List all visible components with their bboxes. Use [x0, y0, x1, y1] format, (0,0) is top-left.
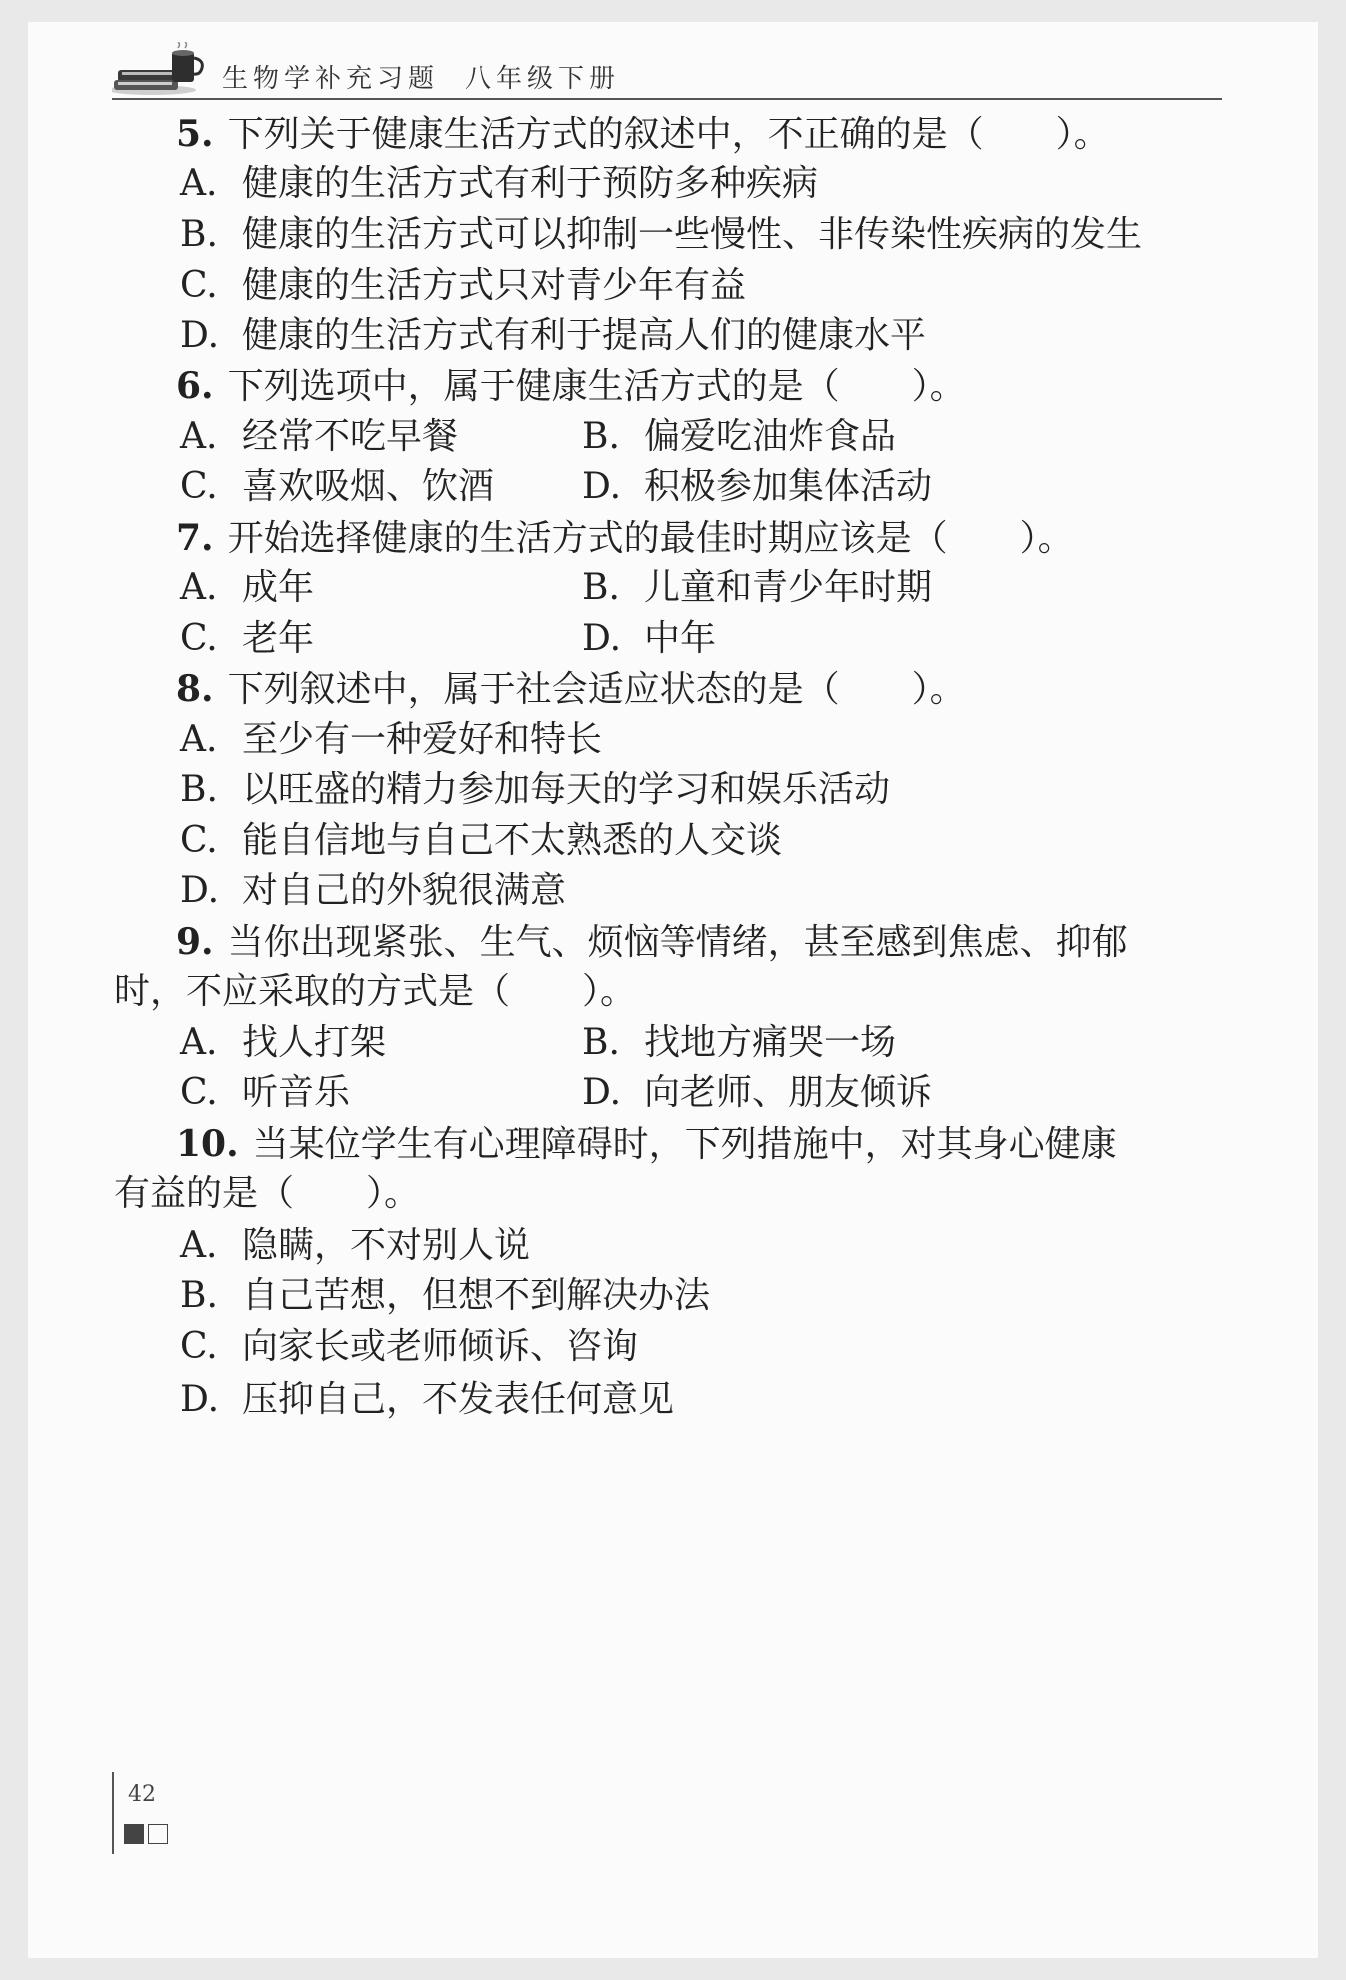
- option-text: 以旺盛的精力参加每天的学习和娱乐活动: [242, 769, 891, 810]
- question-6-option-d[interactable]: [582, 465, 932, 509]
- option-letter: A.: [180, 1022, 218, 1063]
- option-text: 老年: [242, 618, 315, 659]
- question-10-option-a[interactable]: [180, 1224, 530, 1268]
- option-letter: D.: [582, 618, 622, 659]
- question-8-option-d[interactable]: [180, 869, 566, 913]
- header-title: [222, 58, 620, 95]
- option-text: 至少有一种爱好和特长: [242, 719, 603, 760]
- option-letter: A.: [180, 416, 218, 457]
- option-text: 儿童和青少年时期: [644, 567, 933, 608]
- question-number: 10.: [176, 1123, 239, 1165]
- question-6-stem: [176, 364, 966, 409]
- question-7-option-b[interactable]: [582, 566, 932, 610]
- option-text: 健康的生活方式只对青少年有益: [242, 265, 747, 306]
- question-number: 6.: [176, 365, 214, 407]
- option-letter: C.: [180, 820, 218, 861]
- option-text: 向老师、朋友倾诉: [644, 1072, 933, 1113]
- option-text: 隐瞒，不对别人说: [242, 1225, 531, 1266]
- option-letter: C.: [180, 618, 218, 659]
- option-text: 成年: [242, 567, 315, 608]
- books-and-cup-icon: [112, 42, 204, 96]
- option-text: 听音乐: [242, 1072, 351, 1113]
- question-10-stem-line-1: [176, 1122, 1117, 1167]
- question-8-option-a[interactable]: [180, 718, 602, 762]
- book-title: 生物学补充习题: [222, 64, 440, 94]
- question-8-stem: [176, 667, 966, 712]
- question-5-stem: [176, 112, 1110, 157]
- empty-square-icon: [148, 1824, 168, 1844]
- option-text: 偏爱吃油炸食品: [644, 416, 897, 457]
- question-9-stem-line-1: [176, 920, 1128, 965]
- question-7-option-d[interactable]: [582, 617, 716, 661]
- option-letter: D.: [582, 466, 622, 507]
- question-5-option-a[interactable]: [180, 162, 818, 206]
- option-letter: D.: [180, 870, 220, 911]
- option-letter: B.: [180, 1275, 218, 1316]
- question-5-option-c[interactable]: [180, 264, 746, 308]
- option-letter: C.: [180, 265, 218, 306]
- question-9-option-a[interactable]: [180, 1021, 386, 1065]
- option-letter: C.: [180, 1326, 218, 1367]
- question-10-option-d[interactable]: [180, 1378, 674, 1422]
- question-text: 开始选择健康的生活方式的最佳时期应该是（ ）。: [227, 518, 1074, 559]
- option-letter: D.: [180, 1379, 220, 1420]
- option-text: 健康的生活方式可以抑制一些慢性、非传染性疾病的发生: [242, 214, 1143, 255]
- option-text: 向家长或老师倾诉、咨询: [242, 1326, 639, 1367]
- question-5-option-d[interactable]: [180, 314, 926, 358]
- option-letter: D.: [180, 315, 220, 356]
- question-9-option-d[interactable]: [582, 1071, 932, 1115]
- option-text: 健康的生活方式有利于预防多种疾病: [242, 163, 819, 204]
- option-text: 健康的生活方式有利于提高人们的健康水平: [242, 315, 927, 356]
- question-text: 下列叙述中，属于社会适应状态的是（ ）。: [227, 669, 966, 710]
- option-text: 经常不吃早餐: [242, 416, 459, 457]
- question-text: 时，不应采取的方式是（ ）。: [114, 971, 637, 1012]
- option-text: 中年: [644, 618, 717, 659]
- question-6-option-a[interactable]: [180, 415, 458, 459]
- page-header: [112, 22, 1220, 102]
- option-letter: B.: [582, 1022, 620, 1063]
- option-text: 对自己的外貌很满意: [242, 870, 567, 911]
- grade-label: 八年级下册: [465, 64, 621, 94]
- question-6-option-c[interactable]: [180, 465, 494, 509]
- option-text: 压抑自己，不发表任何意见: [242, 1379, 675, 1420]
- question-9-stem-line-2: [114, 970, 636, 1014]
- question-text: 当某位学生有心理障碍时，下列措施中，对其身心健康: [252, 1124, 1117, 1165]
- filled-square-icon: [124, 1824, 144, 1844]
- option-letter: A.: [180, 1225, 218, 1266]
- question-text: 有益的是（ ）。: [114, 1173, 421, 1214]
- question-9-option-b[interactable]: [582, 1021, 896, 1065]
- option-letter: C.: [180, 466, 218, 507]
- option-letter: B.: [582, 567, 620, 608]
- option-text: 积极参加集体活动: [644, 466, 933, 507]
- option-text: 找人打架: [242, 1022, 387, 1063]
- question-10-stem-line-2: [114, 1172, 420, 1216]
- question-7-option-a[interactable]: [180, 566, 314, 610]
- question-5-option-b[interactable]: [180, 213, 1142, 257]
- question-text: 下列关于健康生活方式的叙述中，不正确的是（ ）。: [227, 114, 1110, 155]
- question-7-option-c[interactable]: [180, 617, 314, 661]
- footer-divider: [112, 1772, 114, 1854]
- question-number: 7.: [176, 517, 214, 559]
- option-letter: B.: [180, 214, 218, 255]
- question-10-option-b[interactable]: [180, 1274, 710, 1318]
- question-number: 9.: [176, 921, 214, 963]
- question-6-option-b[interactable]: [582, 415, 896, 459]
- page-number: 42: [128, 1782, 156, 1807]
- question-7-stem: [176, 516, 1074, 561]
- option-text: 喜欢吸烟、饮酒: [242, 466, 495, 507]
- question-text: 下列选项中，属于健康生活方式的是（ ）。: [227, 366, 966, 407]
- question-text: 当你出现紧张、生气、烦恼等情绪，甚至感到焦虑、抑郁: [227, 922, 1128, 963]
- question-10-option-c[interactable]: [180, 1325, 638, 1369]
- option-letter: B.: [582, 416, 620, 457]
- question-8-option-b[interactable]: [180, 768, 890, 812]
- option-text: 能自信地与自己不太熟悉的人交谈: [242, 820, 783, 861]
- option-letter: D.: [582, 1072, 622, 1113]
- question-number: 5.: [176, 113, 214, 155]
- question-number: 8.: [176, 668, 214, 710]
- option-letter: C.: [180, 1072, 218, 1113]
- option-letter: A.: [180, 163, 218, 204]
- option-letter: A.: [180, 719, 218, 760]
- question-8-option-c[interactable]: [180, 819, 782, 863]
- question-9-option-c[interactable]: [180, 1071, 350, 1115]
- option-letter: B.: [180, 769, 218, 810]
- option-text: 找地方痛哭一场: [644, 1022, 897, 1063]
- option-text: 自己苦想，但想不到解决办法: [242, 1275, 711, 1316]
- header-divider: [112, 98, 1222, 100]
- option-letter: A.: [180, 567, 218, 608]
